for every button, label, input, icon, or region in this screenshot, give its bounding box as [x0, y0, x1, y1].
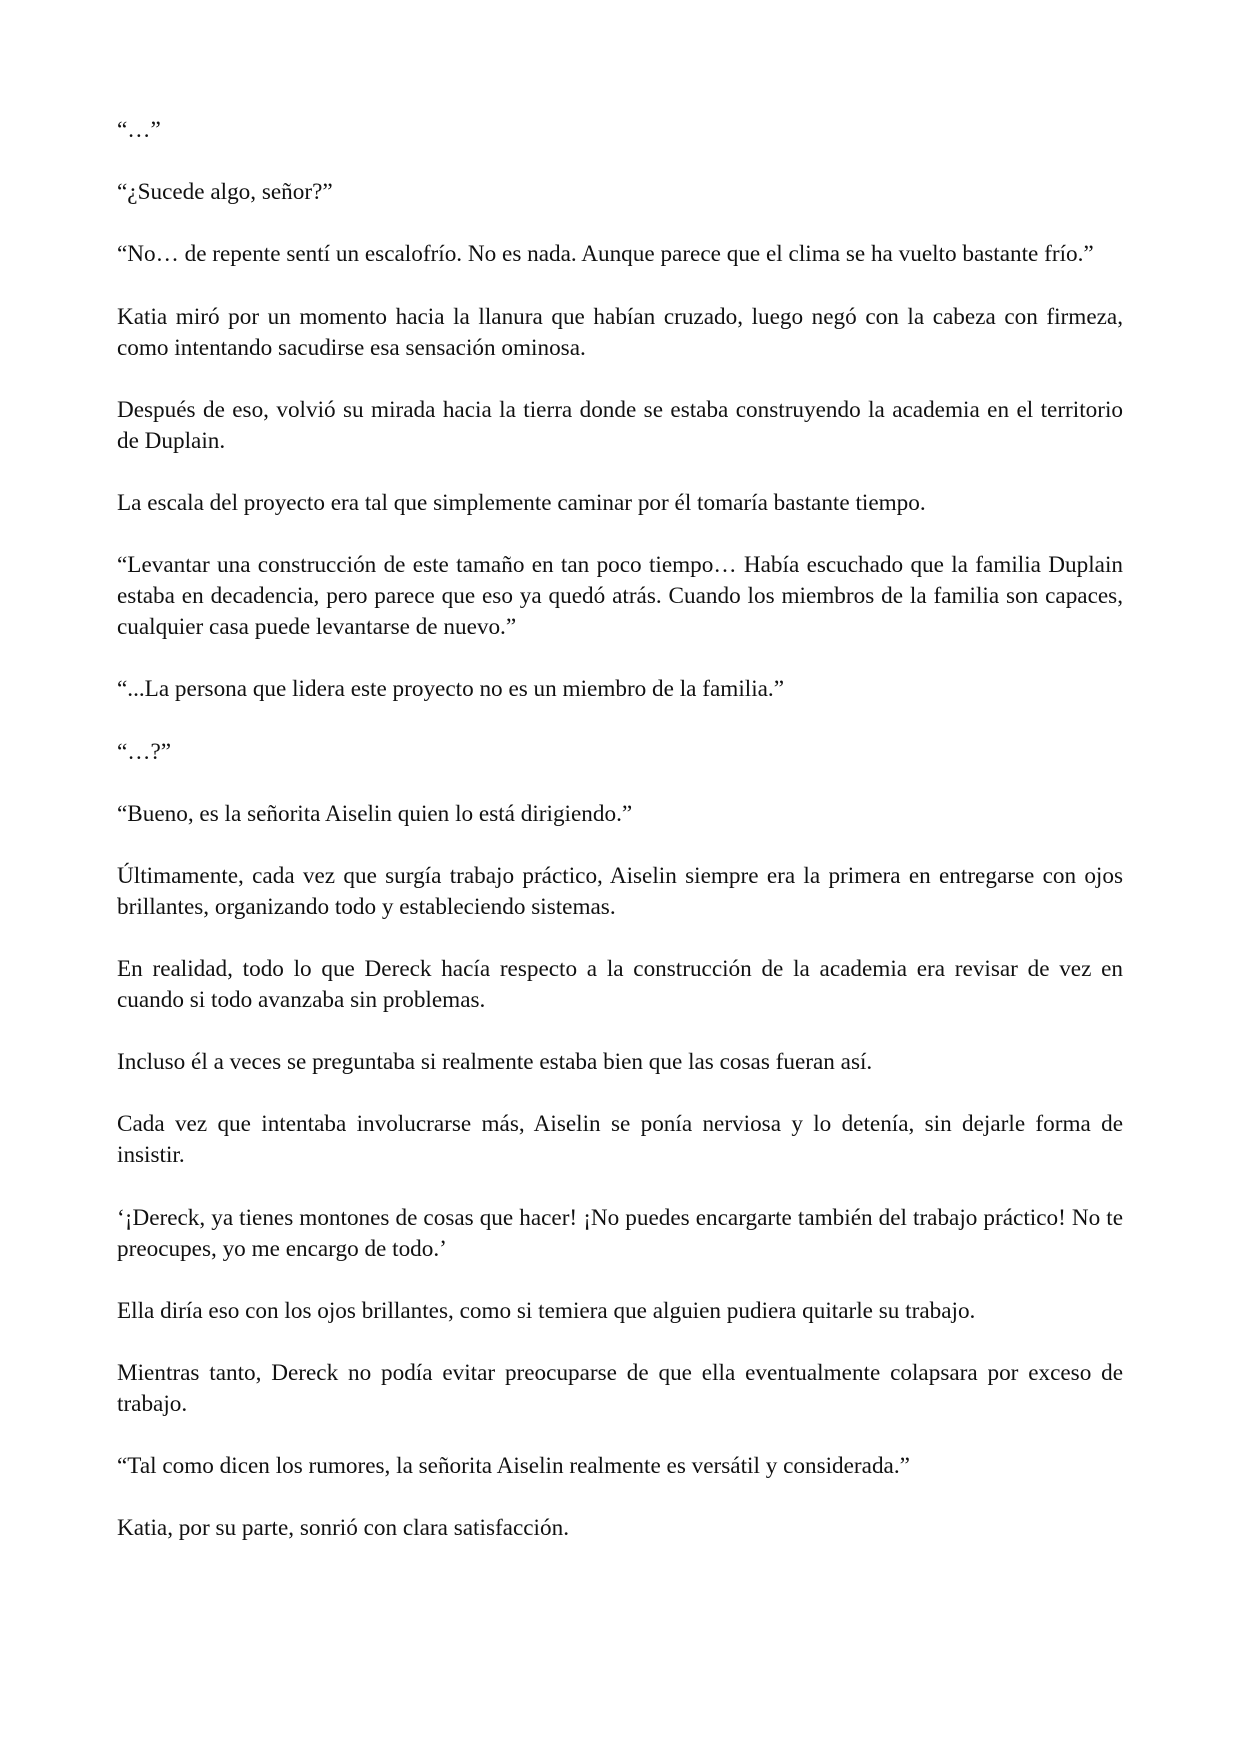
paragraph: ‘¡Dereck, ya tienes montones de cosas que hacer! ¡No puedes encargarte también del trabajo práctico! No te preocupes, yo me encargo de todo.’: [117, 1204, 1123, 1262]
paragraph: “¿Sucede algo, señor?”: [117, 179, 333, 206]
paragraph: En realidad, todo lo que Dereck hacía respecto a la construcción de la academia era revisar de vez en cuando si todo avanzaba sin problemas.: [117, 956, 1123, 1014]
paragraph: “…?”: [117, 738, 172, 765]
paragraph: “No… de repente sentí un escalofrío. No es nada. Aunque parece que el clima se ha vuelto bastante frío.”: [117, 241, 1094, 268]
paragraph: Ella diría eso con los ojos brillantes, como si temiera que alguien pudiera quitarle su trabajo.: [117, 1297, 976, 1324]
paragraph: Cada vez que intentaba involucrarse más, Aiselin se ponía nerviosa y lo detenía, sin dejarle forma de insistir.: [117, 1111, 1123, 1169]
paragraph: “Levantar una construcción de este tamaño en tan poco tiempo… Había escuchado que la familia Duplain estaba en decadencia, pero parece que eso ya quedó atrás. Cuando los miembros de la familia son capaces, cualquier casa puede levantarse de nuevo.”: [117, 552, 1123, 641]
document-body: [117, 115, 1123, 1576]
paragraph: “Tal como dicen los rumores, la señorita Aiselin realmente es versátil y considerada.”: [117, 1453, 910, 1480]
paragraph: Últimamente, cada vez que surgía trabajo práctico, Aiselin siempre era la primera en entregarse con ojos brillantes, organizando todo y estableciendo sistemas.: [117, 862, 1123, 920]
paragraph: “Bueno, es la señorita Aiselin quien lo está dirigiendo.”: [117, 800, 633, 827]
paragraph: “...La persona que lidera este proyecto no es un miembro de la familia.”: [117, 676, 785, 703]
paragraph: Katia miró por un momento hacia la llanura que habían cruzado, luego negó con la cabeza con firmeza, como intentando sacudirse esa sensación ominosa.: [117, 303, 1123, 361]
paragraph: Mientras tanto, Dereck no podía evitar preocuparse de que ella eventualmente colapsara por exceso de trabajo.: [117, 1360, 1123, 1417]
paragraph: Incluso él a veces se preguntaba si realmente estaba bien que las cosas fueran así.: [117, 1049, 873, 1076]
paragraph: Katia, por su parte, sonrió con clara satisfacción.: [117, 1515, 569, 1542]
paragraph: Después de eso, volvió su mirada hacia la tierra donde se estaba construyendo la academia en el territorio de Duplain.: [117, 396, 1123, 454]
paragraph: “…”: [117, 117, 161, 143]
paragraph: La escala del proyecto era tal que simplemente caminar por él tomaría bastante tiempo.: [117, 489, 926, 516]
